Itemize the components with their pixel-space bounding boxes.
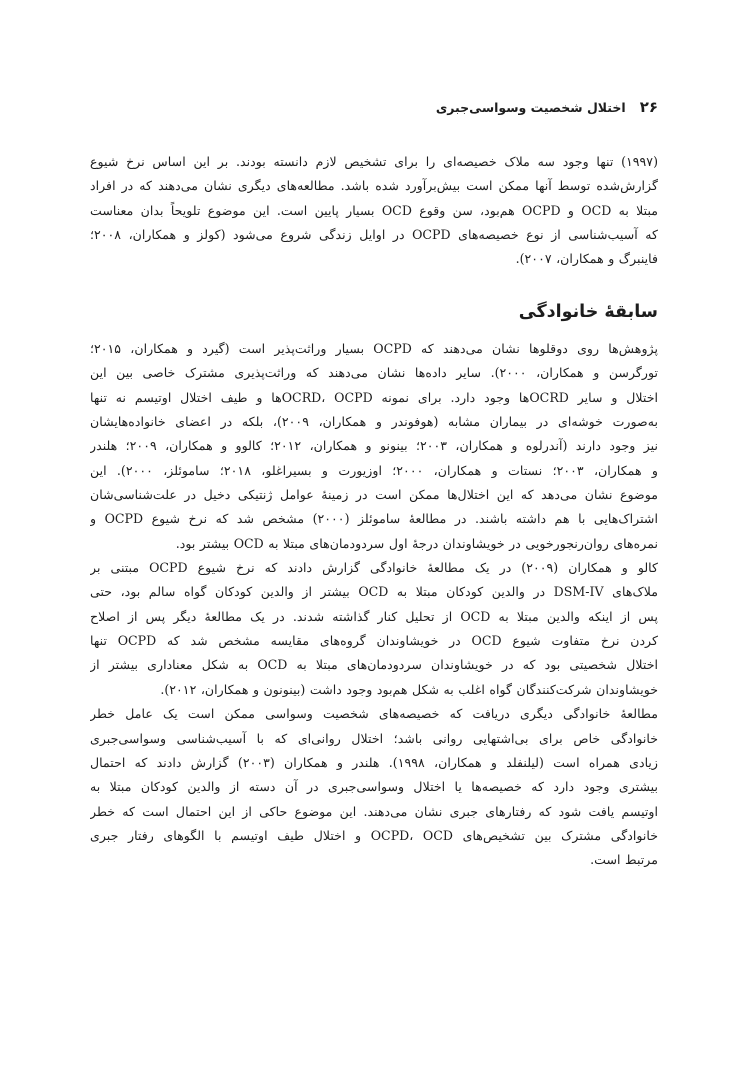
paragraph-line: کالو و همکاران (۲۰۰۹) در یک مطالعهٔ خانوادگی گزارش دادند که نرخ شیوع OCPD مبتنی بر xyxy=(90,560,658,576)
paragraph-line: اختلال و سایر OCRDها وجود دارد. برای نمونه OCRD، OCPD‌ها و طیف اختلال اوتیسم نه تنها xyxy=(90,389,658,405)
paragraph-line: اوتیسم یافت شود که رفتارهای جبری نشان می‌دهند. این موضوع حاکی از این احتمال است که خطر xyxy=(90,803,658,819)
paragraph-line: خانوادگی خاص برای بی‌اشتهایی روانی باشد؛ اختلال روانی‌ای که با آسیب‌شناسی وسواسی‌جبری xyxy=(90,730,658,746)
paragraph-line: بیشتری وجود دارد که خصیصه‌ها یا اختلال وسواسی‌جبری در آن دسته از والدین کودکان مبتلا به xyxy=(90,779,658,795)
running-header xyxy=(90,96,658,118)
intro-paragraph xyxy=(90,150,658,272)
page-number: ۲۶ xyxy=(639,98,658,116)
paragraph-line: پژوهش‌ها روی دوقلوها نشان می‌دهند که OCPD بسیار وراثت‌پذیر است (گیرد و همکاران، ۲۰۱۵؛ xyxy=(90,341,658,356)
paragraph-line: (۱۹۹۷) تنها وجود سه ملاک خصیصه‌ای را برای تشخیص لازم دانسته بودند. بر این اساس نرخ شیوع xyxy=(90,154,658,169)
family-history-paragraph xyxy=(90,337,658,873)
paragraph-line: اختلال شخصیتی بود که در خویشاوندان سردودمان‌های مبتلا به OCD به شکل معناداری بیشتر از xyxy=(90,657,658,673)
paragraph-line: زیادی همراه است (لیلنفلد و همکاران، ۱۹۹۸). هلندر و همکاران (۲۰۰۳) گزارش دادند که احتمال xyxy=(90,754,658,770)
paragraph-line: کردن نرخ متفاوت شیوع OCD در خویشاوندان گروه‌های مقایسه مشخص شد که OCPD تنها xyxy=(90,633,658,649)
paragraph-line: موضوع نشان می‌دهد که این اختلال‌ها ممکن است در زمینهٔ عوامل ژنتیکی دخیل در علت‌شناسی‌شان xyxy=(90,487,658,503)
paragraph-line: به‌صورت خوشه‌ای در بیماران مشابه (هوفوندر و همکاران، ۲۰۰۹)، بلکه در اعضای خانواده‌هایشان xyxy=(90,414,658,430)
paragraph-line: ملاک‌های DSM-IV در والدین کودکان مبتلا به OCD بیشتر از والدین کودکان گواه سالم بود، حتی xyxy=(90,584,658,600)
paragraph-line: مرتبط است. xyxy=(590,852,658,868)
paragraph-line: اشتراک‌هایی با هم داشته باشند. در مطالعهٔ ساموئلز (۲۰۰۰) مشخص شد که نرخ شیوع OCPD و xyxy=(90,511,658,527)
running-title: اختلال شخصیت وسواسی‌جبری xyxy=(435,99,626,115)
paragraph-line: که آسیب‌شناسی از نوع خصیصه‌های OCPD در اوایل زندگی شروع می‌شود (کولز و همکاران، ۲۰۰۸؛ xyxy=(90,227,658,243)
paragraph-line: پس از اینکه والدین مبتلا به OCD از تحلیل کنار گذاشته شدند. در یک مطالعهٔ دیگر پس از اصلاح xyxy=(90,608,658,624)
paragraph-line: فاینبرگ و همکاران، ۲۰۰۷). xyxy=(515,251,658,267)
paragraph-line: و همکاران، ۲۰۰۳؛ نستات و همکاران، ۲۰۰۰؛ اوزیورت و بسیراغلو، ۲۰۱۸؛ ساموئلز، ۲۰۰۰). این xyxy=(90,462,658,478)
paragraph-line: گزارش‌شده توسط آنها ممکن است بیش‌برآورد شده باشد. مطالعه‌های دیگری نشان می‌دهند که در افراد xyxy=(90,178,658,194)
paragraph-line: مبتلا به OCD و OCPD هم‌بود، سن وقوع OCD بسیار پایین است. این موضوع تلویحاً بدان معناست xyxy=(90,202,658,218)
paragraph-line: خویشاوندان شرکت‌کنندگان گواه اغلب به شکل هم‌بود وجود داشت (بینونون و همکاران، ۲۰۱۲). xyxy=(160,681,658,697)
paragraph-line: نمره‌های روان‌رنجورخویی در خویشاوندان درجهٔ اول سردودمان‌های مبتلا به OCD بیشتر بود. xyxy=(175,535,658,551)
paragraph-line: نیز وجود دارند (آندرلوه و همکاران، ۲۰۰۳؛ بینونو و همکاران، ۲۰۱۲؛ کالوو و همکاران، ۲۰۰۹؛ هلندر xyxy=(90,438,658,454)
paragraph-line: تورگرسن و همکاران، ۲۰۰۰). سایر داده‌ها نشان می‌دهند که وراثت‌پذیری مشترک خاصی بین این xyxy=(90,365,658,381)
paragraph-line: مطالعهٔ خانوادگی دیگری دریافت که خصیصه‌های شخصیت وسواسی ممکن است یک عامل خطر xyxy=(90,706,658,722)
section-heading: سابقهٔ خانوادگی xyxy=(518,302,658,322)
paragraph-line: خانوادگی مشترک بین تشخیص‌های OCPD، OCD و اختلال طیف اوتیسم با الگوهای رفتار جبری xyxy=(90,827,658,843)
